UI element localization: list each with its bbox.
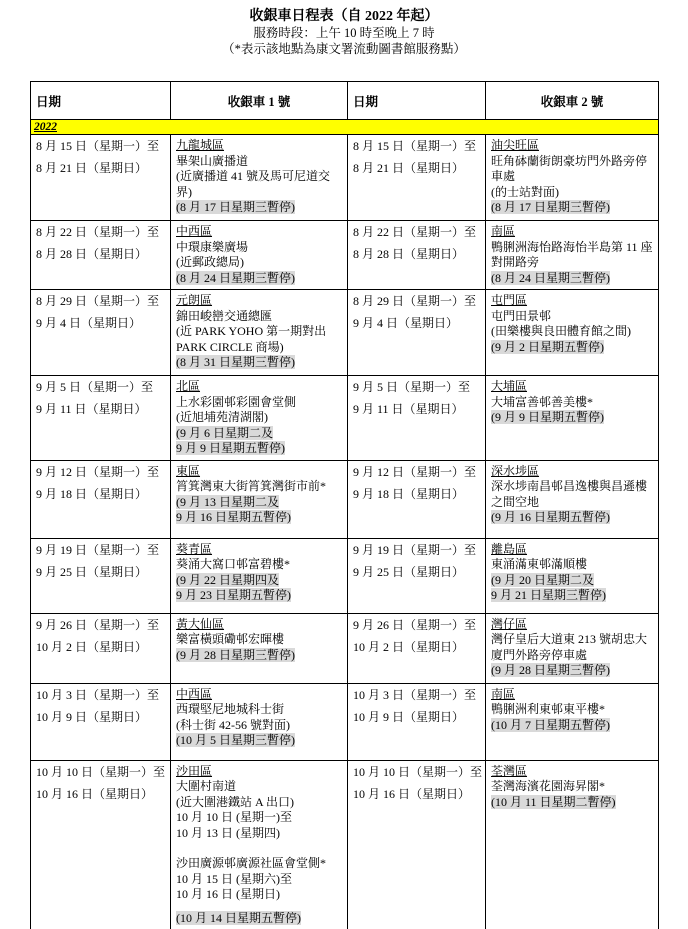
date-range-cell (348, 538, 486, 613)
location-line: 10 月 10 日 (星期一)至 (176, 810, 292, 824)
date-range-line: 9 月 4 日（星期日） (353, 316, 459, 330)
district-name: 屯門區 (491, 293, 528, 307)
schedule-row (31, 221, 659, 290)
location-line: 葵涌大窩口邨富碧樓* (176, 557, 291, 571)
date-range-line: 8 月 21 日（星期日） (36, 161, 148, 175)
suspension-highlight: (10 月 14 日星期五暫停) (176, 910, 301, 925)
suspension-note (176, 355, 342, 371)
district-name: 葵青區 (176, 541, 213, 556)
date-range-line: 9 月 11 日（星期日） (36, 402, 147, 416)
district-name: 南區 (491, 224, 516, 238)
location-line: (近郵政總局) (176, 255, 244, 269)
location-line: 10 月 13 日 (星期四) (176, 825, 280, 840)
date-range-line: 10 月 10 日（星期一）至 (36, 764, 166, 779)
location-cell (171, 221, 348, 290)
suspension-highlight: (8 月 31 日星期三暫停) (176, 355, 295, 369)
suspension-note (491, 795, 653, 811)
date-range-line: 10 月 9 日（星期日） (36, 709, 148, 724)
col-header-date-1: 日期 (31, 82, 171, 120)
suspension-highlight: (8 月 24 日星期三暫停) (491, 270, 610, 285)
location-cell (486, 460, 659, 538)
date-range-cell (31, 460, 171, 538)
district-name: 離島區 (491, 541, 528, 556)
district-name: 荃灣區 (491, 763, 528, 778)
location-cell (171, 538, 348, 613)
schedule-row (31, 376, 659, 461)
location-cell (171, 135, 348, 221)
location-line: (田樂樓與良田體育館之間) (491, 324, 631, 338)
suspension-note (491, 573, 653, 589)
location-line: 鴨脷洲利東邨東平樓* (491, 702, 606, 716)
district-name: 深水埗區 (491, 463, 540, 478)
location-line: 鴨脷洲海怡路海怡半島第 11 座對開路旁 (491, 239, 653, 269)
location-cell (486, 135, 659, 221)
suspension-highlight: (8 月 24 日星期三暫停) (176, 270, 295, 285)
schedule-row (31, 538, 659, 613)
suspension-highlight: (9 月 22 日星期四及 (176, 572, 279, 587)
location-cell (486, 538, 659, 613)
date-range-line: 10 月 3 日（星期一）至 (353, 687, 477, 702)
location-line: (的士站對面) (491, 184, 559, 199)
location-line: 中環康樂廣場 (176, 239, 249, 254)
date-range-cell (31, 538, 171, 613)
suspension-highlight: (9 月 13 日星期二及 (176, 494, 279, 509)
date-range-line: 9 月 12 日（星期一）至 (36, 464, 160, 479)
location-cell (486, 221, 659, 290)
suspension-highlight: (9 月 28 日星期三暫停) (176, 647, 295, 662)
year-band-cell (31, 120, 659, 135)
location-line: 畢架山廣播道 (176, 153, 249, 168)
suspension-note (176, 271, 342, 287)
date-range-cell (348, 290, 486, 376)
location-line: 大圍村南道 (176, 779, 237, 793)
district-name: 東區 (176, 463, 201, 478)
location-line: 西環堅尼地城科士街 (176, 702, 285, 716)
suspension-highlight: (9 月 2 日星期五暫停) (491, 339, 604, 354)
suspension-note (176, 441, 342, 457)
suspension-highlight: (9 月 16 日星期五暫停) (491, 510, 610, 524)
location-line: 屯門田景邨 (491, 308, 552, 323)
date-range-line: 9 月 26 日（星期一）至 (353, 617, 477, 632)
date-range-line: 9 月 11 日（星期日） (353, 402, 464, 416)
page-title: 收銀車日程表（自 2022 年起） (249, 9, 439, 24)
location-cell (171, 760, 348, 929)
location-cell (486, 613, 659, 683)
suspension-note (176, 648, 342, 664)
location-cell (486, 683, 659, 760)
schedule-row (31, 135, 659, 221)
schedule-row (31, 460, 659, 538)
year-band-row (31, 120, 659, 135)
suspension-note (176, 733, 342, 749)
col-header-date-2: 日期 (348, 82, 486, 120)
suspension-highlight: (9 月 28 日星期三暫停) (491, 663, 610, 677)
date-range-line: 9 月 18 日（星期日） (36, 486, 148, 501)
district-name: 九龍城區 (176, 138, 225, 152)
location-line: 旺角砵蘭街朗豪坊門外路旁停車處 (491, 153, 648, 183)
year-label: 2022 (34, 121, 57, 133)
suspension-note (491, 340, 653, 356)
date-range-cell (348, 221, 486, 290)
date-range-cell (348, 760, 486, 929)
suspension-note (176, 588, 342, 604)
location-line: 錦田峻巒交通總匯 (176, 308, 273, 323)
date-range-line: 10 月 10 日（星期一）至 (353, 764, 483, 779)
suspension-highlight: (9 月 6 日星期二及 (176, 425, 273, 440)
date-range-line: 9 月 26 日（星期一）至 (36, 617, 160, 632)
location-line: (近廣播道 41 號及馬可尼道交界) (176, 169, 330, 199)
date-range-line: 8 月 29 日（星期一）至 (353, 294, 477, 308)
suspension-note (176, 495, 342, 511)
location-line: (近旭埔苑清湖閣) (176, 410, 268, 424)
suspension-highlight: (10 月 5 日星期三暫停) (176, 733, 295, 747)
district-name: 油尖旺區 (491, 138, 540, 152)
suspension-note (491, 718, 653, 734)
location-cell (171, 460, 348, 538)
asterisk-note-line: （*表示該地點為康文署流動圖書館服務點） (222, 42, 466, 56)
suspension-note (491, 271, 653, 287)
location-line: (科士街 42-56 號對面) (176, 717, 290, 732)
suspension-highlight: (10 月 7 日星期五暫停) (491, 717, 610, 732)
date-range-line: 9 月 12 日（星期一）至 (353, 464, 477, 479)
date-range-cell (31, 221, 171, 290)
location-line: (近 PARK YOHO 第一期對出 PARK CIRCLE 商場) (176, 324, 327, 354)
date-range-line: 10 月 3 日（星期一）至 (36, 687, 160, 702)
date-range-cell (31, 135, 171, 221)
suspension-highlight: 9 月 16 日星期五暫停) (176, 510, 291, 524)
date-range-line: 8 月 22 日（星期一）至 (36, 225, 160, 239)
service-hours-line: 服務時段：上午 10 時至晚上 7 時 (253, 26, 435, 40)
date-range-line: 9 月 19 日（星期一）至 (36, 542, 160, 557)
location-cell (171, 613, 348, 683)
schedule-row (31, 613, 659, 683)
date-range-cell (31, 613, 171, 683)
date-range-line: 9 月 25 日（星期日） (353, 564, 465, 579)
schedule-row (31, 760, 659, 929)
location-line: 荃灣海濱花園海昇閣* (491, 779, 606, 793)
location-cell (486, 290, 659, 376)
date-range-line: 8 月 15 日（星期一）至 (353, 139, 477, 153)
location-line: 樂富橫頭磡邨宏暉樓 (176, 632, 285, 646)
date-range-cell (31, 760, 171, 929)
location-line: 東涌滿東邨滿順樓 (491, 557, 588, 571)
date-range-line: 10 月 16 日（星期日） (353, 786, 471, 801)
location-line: 筲箕灣東大街筲箕灣街市前* (176, 479, 327, 493)
district-name: 灣仔區 (491, 616, 528, 631)
location-line: 10 月 15 日 (星期六)至 (176, 871, 292, 886)
schedule-row (31, 683, 659, 760)
suspension-highlight: (9 月 20 日星期二及 (491, 572, 594, 587)
suspension-note (491, 410, 653, 426)
district-name: 中西區 (176, 686, 213, 701)
suspension-note (176, 510, 342, 526)
location-line: (近大圍港鐵站 A 出口) (176, 794, 294, 809)
spacer-line (176, 841, 342, 856)
date-range-line: 9 月 5 日（星期一）至 (353, 380, 471, 394)
location-line: 大埔富善邨善美樓* (491, 394, 594, 409)
district-name: 北區 (176, 379, 201, 393)
date-range-cell (348, 460, 486, 538)
date-range-cell (31, 290, 171, 376)
date-range-cell (348, 376, 486, 461)
suspension-note (491, 510, 653, 526)
date-range-line: 9 月 25 日（星期日） (36, 564, 148, 579)
suspension-note (176, 911, 342, 927)
date-range-line: 8 月 29 日（星期一）至 (36, 294, 160, 308)
suspension-highlight: 9 月 9 日星期五暫停) (176, 441, 285, 455)
district-name: 大埔區 (491, 379, 528, 393)
date-range-line: 10 月 2 日（星期日） (36, 639, 148, 654)
date-range-line: 8 月 15 日（星期一）至 (36, 139, 160, 153)
date-range-line: 9 月 4 日（星期日） (36, 316, 142, 330)
suspension-note (491, 663, 653, 679)
date-range-line: 8 月 21 日（星期日） (353, 161, 465, 175)
date-range-line: 8 月 28 日（星期日） (353, 247, 465, 261)
location-line: 沙田廣源邨廣源社區會堂側* (176, 856, 327, 870)
date-range-line: 9 月 18 日（星期日） (353, 486, 465, 501)
suspension-highlight: (8 月 17 日星期三暫停) (491, 200, 610, 214)
location-line: 深水埗南昌邨昌逸樓與昌遜樓之間空地 (491, 479, 648, 509)
date-range-line: 8 月 28 日（星期日） (36, 247, 148, 261)
spacer-line (176, 903, 342, 911)
location-line: 灣仔皇后大道東 213 號胡忠大廈門外路旁停車處 (491, 632, 648, 662)
suspension-highlight: (10 月 11 日星期二暫停) (491, 794, 616, 809)
suspension-highlight: (8 月 17 日星期三暫停) (176, 200, 295, 214)
suspension-note (176, 200, 342, 216)
date-range-cell (348, 613, 486, 683)
date-range-cell (31, 683, 171, 760)
suspension-note (491, 200, 653, 216)
suspension-note (176, 426, 342, 442)
date-range-line: 10 月 9 日（星期日） (353, 709, 465, 724)
col-header-van-1: 收銀車 1 號 (171, 82, 348, 120)
schedule-table (30, 81, 659, 929)
location-line: 上水彩園邨彩園會堂側 (176, 394, 297, 409)
district-name: 南區 (491, 686, 516, 701)
date-range-line: 9 月 5 日（星期一）至 (36, 380, 154, 394)
district-name: 黃大仙區 (176, 616, 225, 631)
suspension-note (176, 573, 342, 589)
location-cell (486, 376, 659, 461)
col-header-van-2: 收銀車 2 號 (486, 82, 659, 120)
location-cell (171, 290, 348, 376)
suspension-highlight: 9 月 23 日星期五暫停) (176, 588, 291, 602)
schedule-row (31, 290, 659, 376)
date-range-line: 9 月 19 日（星期一）至 (353, 542, 477, 557)
district-name: 中西區 (176, 224, 213, 238)
date-range-cell (348, 683, 486, 760)
header-row (31, 82, 659, 120)
location-cell (486, 760, 659, 929)
date-range-line: 8 月 22 日（星期一）至 (353, 225, 477, 239)
location-cell (171, 376, 348, 461)
district-name: 沙田區 (176, 763, 213, 778)
suspension-highlight: 9 月 21 日星期三暫停) (491, 588, 606, 602)
date-range-line: 10 月 16 日（星期日） (36, 786, 154, 801)
suspension-highlight: (9 月 9 日星期五暫停) (491, 410, 604, 424)
date-range-line: 10 月 2 日（星期日） (353, 639, 465, 654)
suspension-note (491, 588, 653, 604)
location-cell (171, 683, 348, 760)
date-range-cell (31, 376, 171, 461)
date-range-cell (348, 135, 486, 221)
location-line: 10 月 16 日 (星期日) (176, 887, 280, 901)
district-name: 元朗區 (176, 293, 213, 307)
